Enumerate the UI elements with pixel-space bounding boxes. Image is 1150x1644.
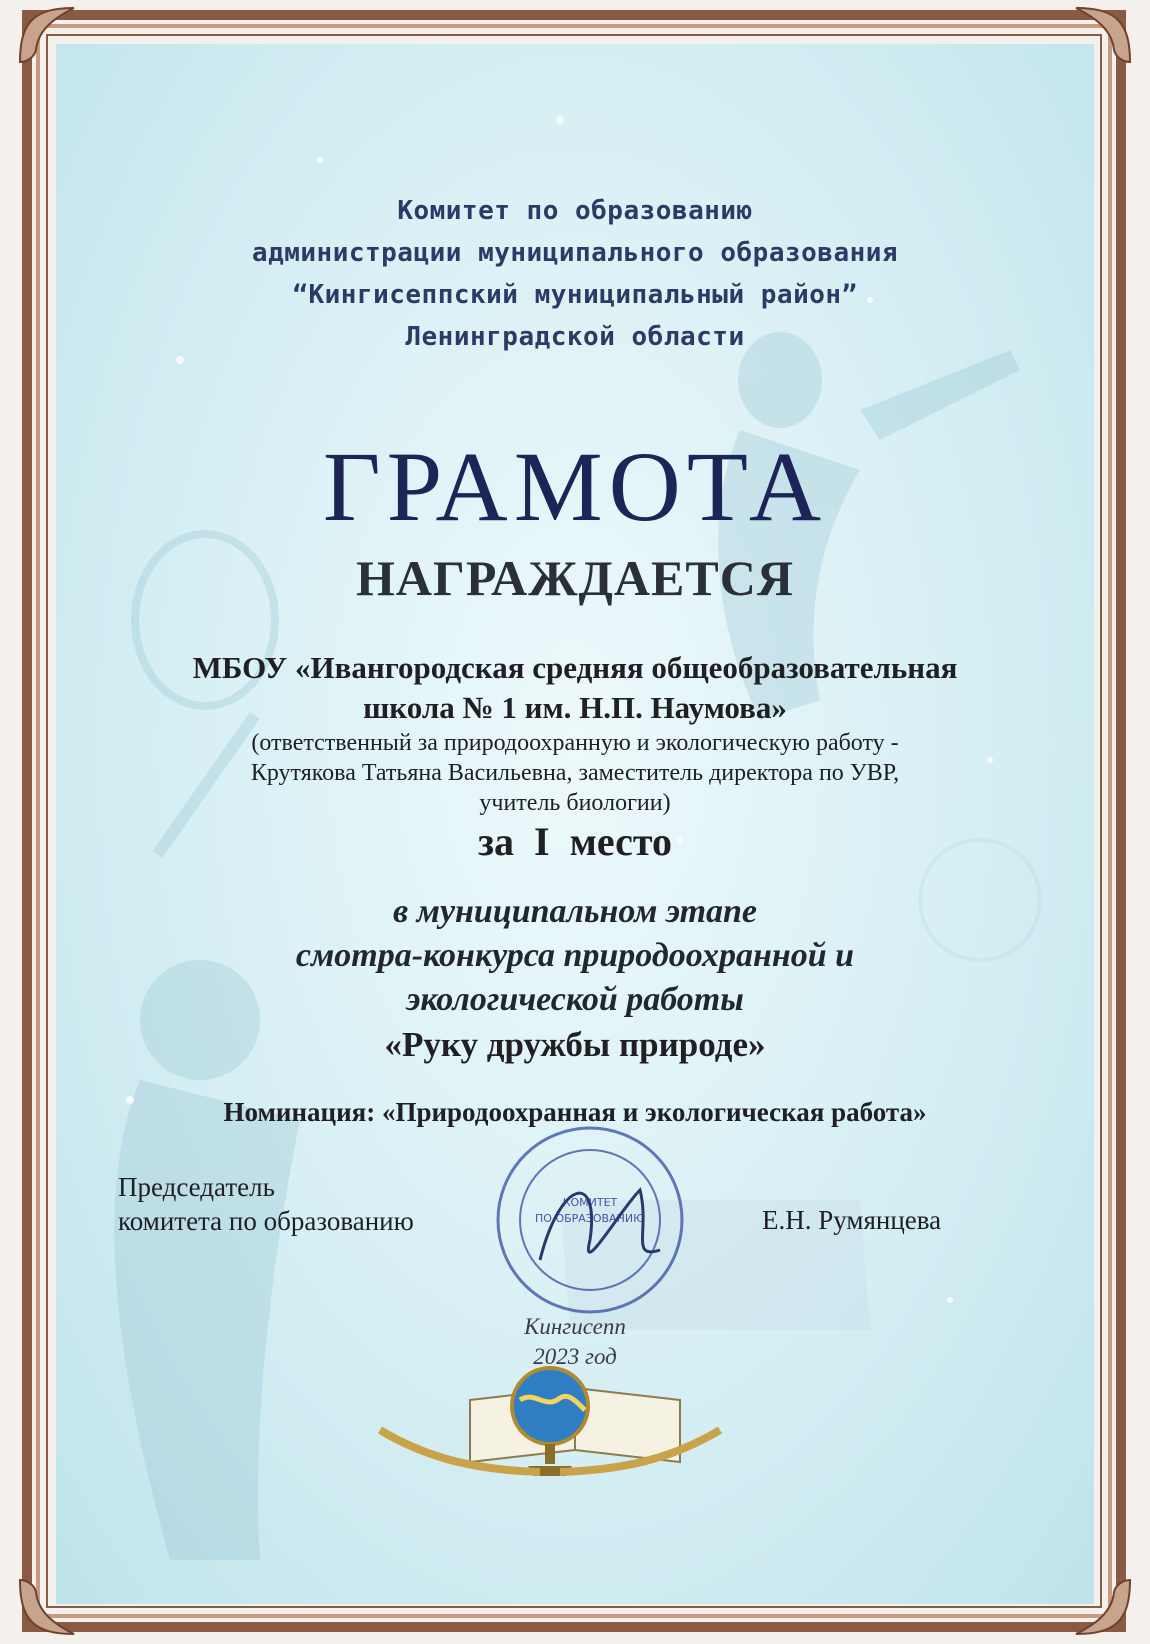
corner-ornament-icon (1066, 2, 1136, 72)
committee-line: администрации муниципального образования (251, 238, 899, 268)
city-name: Кингисепп (524, 1314, 626, 1339)
award-place: за I место (477, 819, 672, 864)
corner-ornament-icon (1066, 1570, 1136, 1640)
nomination: Номинация: «Природоохранная и экологическая работа» (223, 1097, 927, 1127)
contest-stage (80, 890, 1070, 1022)
stage-line: экологической работы (406, 981, 744, 1018)
recipient-line: МБОУ «Ивангородская средняя общеобразовательная (192, 650, 958, 685)
responsible-person (80, 728, 1070, 818)
stage-line: в муниципальном этапе (392, 893, 758, 930)
corner-ornament-icon (14, 2, 84, 72)
place-and-date (400, 1312, 750, 1372)
stamp-center-line: КОМИТЕТ (562, 1196, 618, 1209)
recipient-line: школа № 1 им. Н.П. Наумова» (363, 690, 787, 725)
issuer-committee (80, 190, 1070, 358)
certificate-title: ГРАМОТА (322, 431, 828, 542)
contest-name: «Руку дружбы природе» (384, 1025, 766, 1064)
responsible-line: учитель биологии) (479, 790, 671, 816)
signer-name: Е.Н. Румянцева (762, 1205, 942, 1235)
corner-ornament-icon (14, 1570, 84, 1640)
chair-title (118, 1170, 414, 1238)
chair-line: комитета по образованию (118, 1206, 414, 1236)
chair-line: Председатель (118, 1172, 275, 1202)
year: 2023 год (533, 1344, 617, 1369)
committee-line: “Кингисеппский муниципальный район” (292, 280, 858, 310)
responsible-line: Крутякова Татьяна Васильевна, заместитель директора по УВР, (250, 760, 900, 786)
official-stamp (480, 1120, 710, 1320)
committee-line: Комитет по образованию (397, 196, 753, 226)
responsible-line: (ответственный за природоохранную и экологическую работу - (251, 730, 899, 756)
recipient-name (80, 648, 1070, 728)
committee-line: Ленинградской области (405, 322, 745, 352)
awarded-heading: НАГРАЖДАЕТСЯ (356, 550, 794, 606)
stage-line: смотра-конкурса природоохранной и (295, 937, 855, 974)
stamp-center-line: ПО ОБРАЗОВАНИЮ (535, 1212, 645, 1225)
